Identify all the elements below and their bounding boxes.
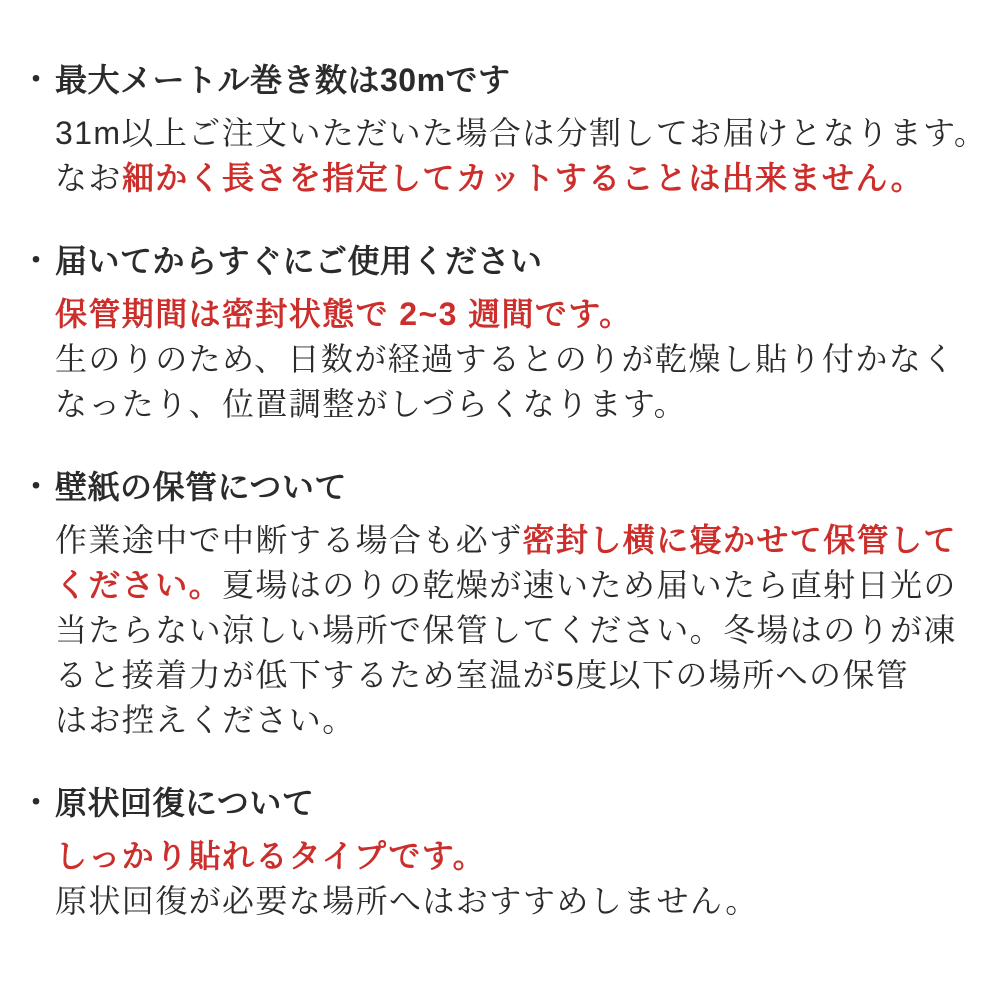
text-line [55,292,980,337]
text-line [55,698,980,743]
section-restoration [21,781,980,924]
text-segment-highlight: ください。 [55,567,223,603]
bullet-icon: ・ [21,64,52,97]
text-line [55,563,980,608]
section-heading [21,781,980,826]
section-heading-text: 最大メートル巻き数は30mです [55,62,511,98]
text-segment: なお [55,160,122,196]
text-segment-highlight: 細かく長さを指定してカットすることは出来ません。 [121,160,925,196]
text-segment-highlight: しっかり貼れるタイプです。 [55,838,487,874]
section-wallpaper-storage [21,465,980,743]
section-use-immediately [21,239,980,427]
text-segment: 生のりのため、日数が経過するとのりが乾燥し貼り付かなく [55,341,956,377]
text-segment: ると接着力が低下するため室温が5度以下の場所への保管 [55,657,910,693]
text-segment: 原状回復が必要な場所へはおすすめしません。 [55,883,759,919]
text-segment-highlight: 保管期間は密封状態で 2~3 週間です。 [55,296,633,332]
text-line [55,608,980,653]
section-heading-text: 壁紙の保管について [55,469,347,505]
bullet-icon: ・ [21,471,52,504]
text-line [55,879,980,924]
text-line [55,518,980,563]
section-heading-text: 原状回復について [55,785,315,821]
text-segment: 当たらない涼しい場所で保管してください。冬場はのりが凍 [55,612,957,648]
section-heading [21,465,980,510]
text-segment: はお控えください。 [55,702,356,738]
text-line [55,111,988,156]
text-segment: 31m以上ご注文いただいた場合は分割してお届けとなります。 [55,115,988,151]
section-heading [21,239,980,284]
section-heading [21,58,980,103]
text-segment: なったり、位置調整がしづらくなります。 [55,386,688,422]
text-segment: 夏場はのりの乾燥が速いため届いたら直射日光の [222,567,957,603]
text-segment: 作業途中で中断する場合も必ず [55,522,523,558]
bullet-icon: ・ [21,787,52,820]
bullet-icon: ・ [21,245,52,278]
text-line [55,653,980,698]
text-line [55,834,980,879]
text-line [55,382,980,427]
text-line [55,156,980,201]
section-max-roll-length [21,58,988,201]
section-heading-text: 届いてからすぐにご使用ください [55,243,543,279]
text-line [55,337,980,382]
text-segment-highlight: 密封し横に寝かせて保管して [522,522,957,558]
